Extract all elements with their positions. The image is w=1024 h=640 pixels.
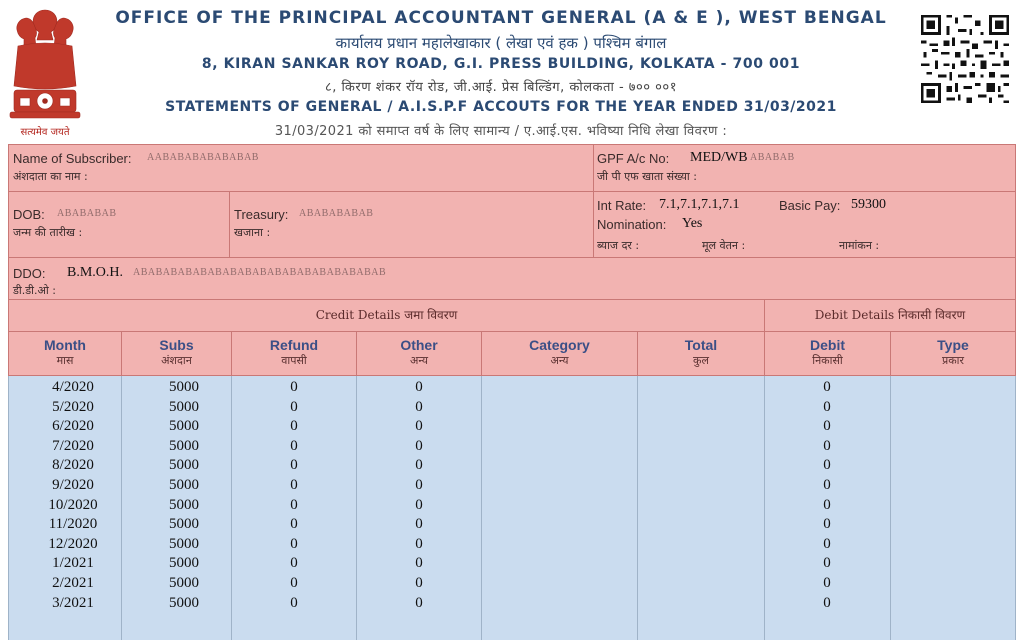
basic-pay-label: Basic Pay: bbox=[779, 198, 841, 213]
cell-debit: 0 bbox=[823, 398, 831, 415]
column-label: Month bbox=[44, 337, 86, 353]
cell-month: 8/2020 bbox=[52, 457, 94, 474]
ddo-label: DDO: bbox=[13, 266, 46, 281]
cell-refund: 0 bbox=[290, 535, 298, 552]
rate-label-hindi: ब्याज दर : bbox=[597, 239, 640, 252]
column-label-hindi: अंशदान bbox=[161, 354, 192, 367]
cell-other: 0 bbox=[415, 535, 423, 552]
cell-month: 12/2020 bbox=[48, 535, 98, 552]
cell-month: 3/2021 bbox=[52, 594, 94, 611]
statement-title: STATEMENTS OF GENERAL / A.I.S.P.F ACCOUTS FOR THE YEAR ENDED 31/03/2021 bbox=[165, 99, 837, 115]
dob-label-hindi: जन्म की तारीख : bbox=[13, 226, 83, 239]
column-refund bbox=[232, 332, 357, 375]
cell-subs: 5000 bbox=[169, 418, 199, 435]
table-row bbox=[9, 554, 1017, 574]
cell-subs: 5000 bbox=[169, 457, 199, 474]
cell-other: 0 bbox=[415, 555, 423, 572]
cell-subs: 5000 bbox=[169, 437, 199, 454]
cell-refund: 0 bbox=[290, 437, 298, 454]
column-label-hindi: निकासी bbox=[812, 354, 843, 367]
cell-refund: 0 bbox=[290, 398, 298, 415]
subscriber-info-panel bbox=[8, 144, 1016, 300]
cell-subs: 5000 bbox=[169, 477, 199, 493]
cell-month: 5/2020 bbox=[52, 398, 94, 415]
treasury-label: Treasury: bbox=[234, 207, 289, 222]
cell-month: 6/2020 bbox=[52, 418, 94, 435]
cell-subs: 5000 bbox=[169, 379, 199, 395]
column-label-hindi: मास bbox=[56, 354, 74, 367]
cell-month: 9/2020 bbox=[52, 477, 94, 493]
treasury-value: ABABABABAB bbox=[299, 208, 374, 219]
debit-details-heading: Debit Details निकासी विवरण bbox=[814, 308, 966, 322]
cell-debit: 0 bbox=[823, 555, 831, 572]
basic-pay-label-hindi: मूल वेतन : bbox=[702, 239, 746, 252]
dob-value: ABABABAB bbox=[57, 208, 117, 219]
cell-subs: 5000 bbox=[169, 575, 199, 591]
table-row bbox=[9, 437, 1017, 457]
column-label: Total bbox=[684, 337, 718, 353]
cell-subs: 5000 bbox=[169, 555, 199, 572]
cell-other: 0 bbox=[415, 594, 423, 611]
nomination-label-hindi: नामांकन : bbox=[839, 239, 880, 252]
subscriber-name-label-hindi: अंशदाता का नाम : bbox=[13, 170, 88, 183]
column-label: Type bbox=[937, 337, 969, 353]
cell-subs: 5000 bbox=[169, 398, 199, 415]
cell-other: 0 bbox=[415, 575, 423, 591]
cell-other: 0 bbox=[415, 379, 423, 395]
cell-debit: 0 bbox=[823, 535, 831, 552]
dob-label: DOB: bbox=[13, 207, 45, 222]
ddo-label-hindi: डी.डी.ओ : bbox=[13, 284, 56, 297]
cell-month: 11/2020 bbox=[48, 516, 98, 533]
cell-month: 2/2021 bbox=[52, 575, 94, 591]
column-total bbox=[638, 332, 765, 375]
cell-refund: 0 bbox=[290, 555, 298, 572]
statement-title-hindi: 31/03/2021 को समाप्त वर्ष के लिए सामान्य / ए.आई.एस. भविष्या निधि लेखा विवरण : bbox=[274, 124, 728, 139]
cell-refund: 0 bbox=[290, 457, 298, 474]
divider bbox=[9, 257, 1015, 258]
cell-debit: 0 bbox=[823, 437, 831, 454]
details-section-header bbox=[8, 300, 1016, 332]
cell-month: 7/2020 bbox=[52, 437, 94, 454]
cell-refund: 0 bbox=[290, 379, 298, 395]
table-row bbox=[9, 496, 1017, 516]
table-row bbox=[9, 417, 1017, 437]
cell-subs: 5000 bbox=[169, 594, 199, 611]
cell-subs: 5000 bbox=[169, 516, 199, 533]
statement-table-body bbox=[8, 376, 1016, 640]
cell-debit: 0 bbox=[823, 575, 831, 591]
table-row bbox=[9, 594, 1017, 614]
office-address: 8, KIRAN SANKAR ROY ROAD, G.I. PRESS BUILDING, KOLKATA - 700 001 bbox=[201, 56, 801, 72]
cell-debit: 0 bbox=[823, 418, 831, 435]
table-row bbox=[9, 476, 1017, 496]
table-row bbox=[9, 535, 1017, 555]
cell-other: 0 bbox=[415, 398, 423, 415]
column-category bbox=[482, 332, 638, 375]
nomination-label: Nomination: bbox=[597, 217, 667, 232]
table-row bbox=[9, 456, 1017, 476]
column-label-hindi: वापसी bbox=[281, 354, 307, 367]
cell-refund: 0 bbox=[290, 575, 298, 591]
cell-subs: 5000 bbox=[169, 535, 199, 552]
table-row bbox=[9, 378, 1017, 398]
cell-other: 0 bbox=[415, 516, 423, 533]
treasury-label-hindi: खजाना : bbox=[234, 226, 271, 239]
cell-refund: 0 bbox=[290, 516, 298, 533]
cell-debit: 0 bbox=[823, 457, 831, 474]
ddo-obscured: ABABABABABABABABABABABABABABABABAB bbox=[133, 267, 387, 278]
table-column-header bbox=[8, 332, 1016, 376]
credit-details-heading: Credit Details जमा विवरण bbox=[9, 300, 765, 331]
cell-subs: 5000 bbox=[169, 496, 199, 513]
document-header bbox=[0, 0, 1024, 142]
cell-debit: 0 bbox=[823, 516, 831, 533]
column-label-hindi: अन्य bbox=[550, 354, 569, 367]
office-title-hindi: कार्यालय प्रधान महालेखाकार ( लेखा एवं हक ) पश्चिम बंगाल bbox=[335, 34, 667, 52]
column-label: Category bbox=[529, 337, 590, 353]
table-row bbox=[9, 515, 1017, 535]
column-type bbox=[891, 332, 1015, 375]
cell-other: 0 bbox=[415, 457, 423, 474]
column-other bbox=[357, 332, 482, 375]
gpf-account-obscured: ABABAB bbox=[750, 152, 795, 163]
table-row bbox=[9, 574, 1017, 594]
nomination-value: Yes bbox=[682, 216, 703, 231]
gpf-account-label-hindi: जी पी एफ खाता संख्या : bbox=[597, 170, 697, 183]
cell-refund: 0 bbox=[290, 418, 298, 435]
ddo-value: B.M.O.H. bbox=[67, 265, 124, 280]
subscriber-name-value: AABABABABABABAB bbox=[147, 152, 259, 163]
cell-debit: 0 bbox=[823, 477, 831, 493]
int-rate-value: 7.1,7.1,7.1,7.1 bbox=[659, 197, 740, 212]
divider bbox=[9, 191, 1015, 192]
int-rate-label: Int Rate: bbox=[597, 198, 647, 213]
column-month bbox=[9, 332, 122, 375]
cell-refund: 0 bbox=[290, 594, 298, 611]
cell-month: 10/2020 bbox=[48, 496, 98, 513]
column-label-hindi: कुल bbox=[693, 354, 709, 367]
divider bbox=[229, 191, 230, 257]
gpf-account-label: GPF A/c No: bbox=[597, 151, 670, 166]
column-label: Refund bbox=[269, 337, 319, 353]
column-label: Subs bbox=[159, 337, 194, 353]
national-emblem-icon bbox=[6, 4, 84, 138]
cell-month: 4/2020 bbox=[52, 379, 94, 395]
column-label-hindi: प्रकार bbox=[941, 354, 965, 367]
column-subs bbox=[122, 332, 232, 375]
cell-debit: 0 bbox=[823, 496, 831, 513]
basic-pay-value: 59300 bbox=[851, 197, 886, 212]
cell-refund: 0 bbox=[290, 477, 298, 493]
office-address-hindi: ८, किरण शंकर रॉय रोड, जी.आई. प्रेस बिल्डिंग, कोलकता - ७०० ००१ bbox=[325, 80, 677, 95]
cell-other: 0 bbox=[415, 437, 423, 454]
cell-month: 1/2021 bbox=[52, 555, 94, 572]
table-row bbox=[9, 398, 1017, 418]
column-label-hindi: अन्य bbox=[409, 354, 429, 367]
cell-debit: 0 bbox=[823, 594, 831, 611]
cell-refund: 0 bbox=[290, 496, 298, 513]
cell-other: 0 bbox=[415, 496, 423, 513]
column-debit bbox=[765, 332, 891, 375]
subscriber-name-label: Name of Subscriber: bbox=[13, 151, 132, 166]
gpf-account-value: MED/WB bbox=[690, 150, 748, 165]
office-title: OFFICE OF THE PRINCIPAL ACCOUNTANT GENERAL (A & E ), WEST BENGAL bbox=[115, 8, 887, 28]
column-label: Debit bbox=[810, 337, 845, 353]
qr-code-icon bbox=[918, 12, 1012, 106]
cell-other: 0 bbox=[415, 418, 423, 435]
cell-other: 0 bbox=[415, 477, 423, 493]
divider bbox=[593, 145, 594, 257]
column-label: Other bbox=[400, 337, 438, 353]
cell-debit: 0 bbox=[823, 379, 831, 395]
emblem-caption: सत्यमेव जयते bbox=[20, 127, 70, 138]
